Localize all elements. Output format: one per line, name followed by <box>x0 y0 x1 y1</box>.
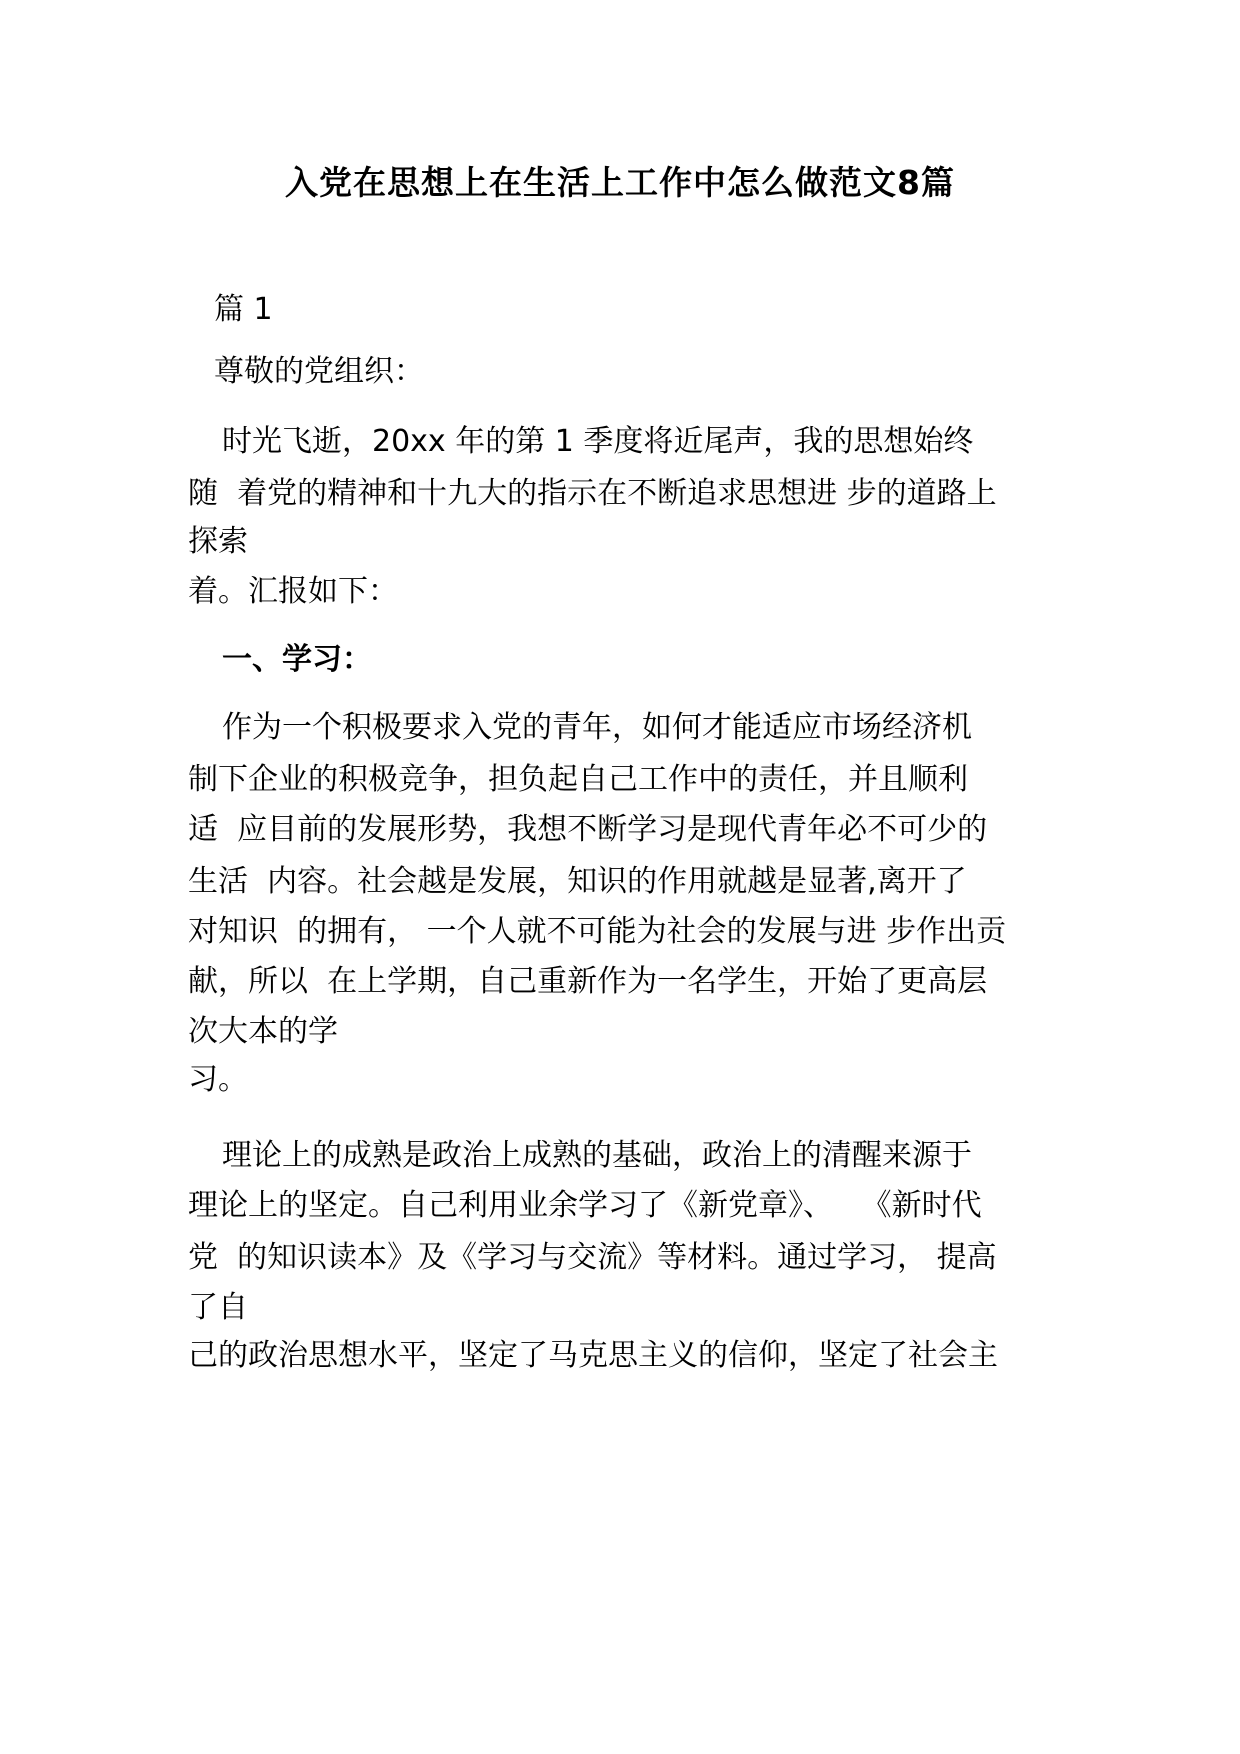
paragraph-line: 理论上的成熟是政治上成熟的基础，政治上的清醒来源于 <box>222 1138 972 1173</box>
section-heading: 一、学习： <box>222 642 372 677</box>
paragraph-line: 着。汇报如下： <box>188 574 398 609</box>
salutation: 尊敬的党组织： <box>214 354 424 389</box>
paragraph-line: 生活 内容。社会越是发展，知识的作用就越是显著,离开了 <box>188 864 967 899</box>
paragraph-line: 己的政治思想水平，坚定了马克思主义的信仰，坚定了社会主 <box>188 1338 998 1373</box>
paragraph-line: 了自 <box>188 1290 248 1325</box>
paragraph-line: 对知识 的拥有， 一个人就不可能为社会的发展与进 步作出贡 <box>188 914 1007 949</box>
paragraph-line: 习。 <box>188 1062 248 1097</box>
paragraph-line: 作为一个积极要求入党的青年，如何才能适应市场经济机 <box>222 710 972 745</box>
paragraph-line: 献，所以 在上学期，自己重新作为一名学生，开始了更高层 <box>188 964 988 999</box>
paragraph-line: 适 应目前的发展形势，我想不断学习是现代青年必不可少的 <box>188 812 988 847</box>
paragraph-line: 党 的知识读本》及《学习与交流》等材料。通过学习， 提高 <box>188 1240 997 1275</box>
document-title: 入党在思想上在生活上工作中怎么做范文8篇 <box>285 163 955 202</box>
paragraph-line: 随 着党的精神和十九大的指示在不断追求思想进 步的道路上 <box>188 476 997 511</box>
paragraph-line: 次大本的学 <box>188 1014 338 1049</box>
paragraph-line: 时光飞逝，20xx 年的第 1 季度将近尾声，我的思想始终 <box>222 424 974 459</box>
section-label: 篇 1 <box>214 292 273 327</box>
paragraph-line: 制下企业的积极竞争，担负起自己工作中的责任，并且顺利 <box>188 762 968 797</box>
paragraph-line: 探索 <box>188 524 248 559</box>
paragraph-line: 理论上的坚定。自己利用业余学习了《新党章》、 《新时代 <box>188 1188 982 1223</box>
